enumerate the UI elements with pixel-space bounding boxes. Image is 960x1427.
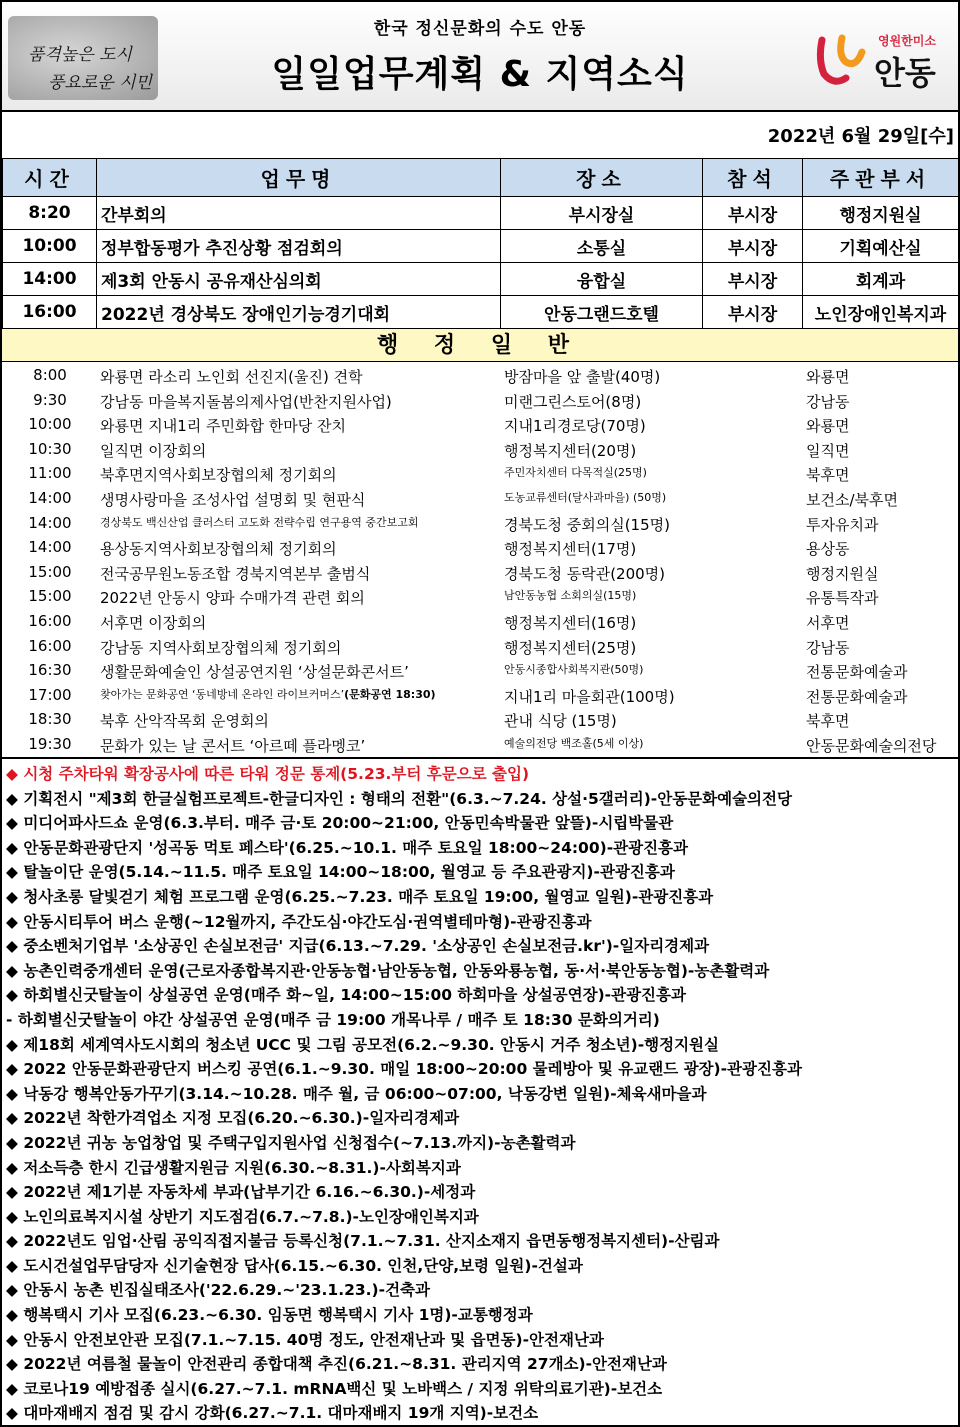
admin-place: 행정복지센터(20명) — [504, 441, 637, 460]
notice-item: - 하회별신굿탈놀이 야간 상설공연 운영(매주 금 19:00 개목나루 / 매주 토 18:30 문화의거리) — [6, 1010, 660, 1029]
admin-dept: 전통문화예술과 — [806, 687, 908, 706]
list-item — [2, 609, 958, 634]
admin-event: 전국공무원노동조합 경북지역본부 출범식 — [100, 564, 371, 583]
schedule-place: 소통실 — [501, 230, 703, 263]
admin-event: 북후 산악작목회 운영회의 — [100, 712, 269, 731]
list-item — [2, 634, 958, 659]
admin-time: 19:30 — [28, 734, 72, 753]
schedule-time: 16:00 — [3, 296, 97, 329]
list-item — [2, 707, 958, 732]
schedule-place: 융합실 — [501, 263, 703, 296]
notice-item: ◆ 안동시 안전보안관 모집(7.1.~7.15. 40명 정도, 안전재난과 및 읍면동)-안전재난과 — [6, 1330, 604, 1349]
col-header-attend: 참석 — [703, 159, 803, 197]
admin-event: 문화가 있는 날 콘서트 ‘아르떼 플라멩코’ — [100, 736, 366, 755]
list-item — [2, 732, 958, 757]
list-item — [2, 486, 958, 511]
notice-item: ◆ 2022 안동문화관광단지 버스킹 공연(6.1.~9.30. 매일 18:00~20:00 물레방아 및 유교랜드 광장)-관광진흥과 — [6, 1060, 802, 1079]
admin-event: 와룡면 라소리 노인회 선진지(울진) 견학 — [100, 368, 363, 386]
admin-place: 관내 식당 (15명) — [504, 712, 617, 731]
schedule-attend: 부시장 — [703, 197, 803, 230]
notice-item: ◆ 안동시티투어 버스 운행(~12월까지, 주간도심·야간도심·권역별테마형)-관광진흥과 — [6, 912, 592, 931]
schedule-row — [3, 263, 959, 296]
admin-time: 17:00 — [28, 685, 72, 704]
notice-item: ◆ 미디어파사드쇼 운영(6.3.부터. 매주 금·토 20:00~21:00, 안동민속박물관 앞뜰)-시립박물관 — [6, 814, 674, 833]
admin-event: 강남동 지역사회보장협의체 정기회의 — [100, 638, 342, 657]
admin-place: 주민자치센터 다목적실(25명) — [504, 466, 647, 480]
schedule-dept: 노인장애인복지과 — [803, 296, 959, 329]
list-item — [2, 584, 958, 609]
admin-place: 예술의전당 백조홀(5세 이상) — [504, 736, 644, 750]
schedule-attend: 부시장 — [703, 296, 803, 329]
document-date: 2022년 6월 29일[수] — [767, 126, 954, 147]
admin-event: 강남동 마을복지돌봄의제사업(반찬지원사업) — [100, 392, 392, 411]
admin-place: 경북도청 동락관(200명) — [504, 564, 666, 583]
admin-place: 행정복지센터(17명) — [504, 540, 637, 559]
schedule-dept: 기획예산실 — [803, 230, 959, 263]
header — [2, 2, 958, 112]
admin-event-extra: (문화공연 18:30) — [344, 687, 436, 701]
list-item — [2, 658, 958, 683]
notice-list — [2, 762, 958, 1426]
admin-list — [2, 363, 958, 759]
admin-event: 와룡면 지내1리 주민화합 한마당 잔치 — [100, 417, 346, 436]
admin-time: 16:30 — [28, 661, 72, 680]
notice-item: ◆ 안동시 농촌 빈집실태조사('22.6.29.~'23.1.23.)-건축과 — [6, 1281, 430, 1300]
admin-place: 지내1리경로당(70명) — [504, 417, 646, 436]
admin-place: 방잠마을 앞 출발(40명) — [504, 368, 661, 386]
schedule-attend: 부시장 — [703, 263, 803, 296]
schedule-attend: 부시장 — [703, 230, 803, 263]
list-item — [2, 560, 958, 585]
notice-item: ◆ 청사초롱 달빛걷기 체험 프로그램 운영(6.25.~7.23. 매주 토요일 19:00, 월영교 일원)-관광진흥과 — [6, 887, 714, 906]
admin-event: 서후면 이장회의 — [100, 613, 207, 632]
col-header-time: 시간 — [3, 159, 97, 197]
admin-time: 16:00 — [28, 611, 72, 630]
schedule-title: 2022년 경상북도 장애인기능경기대회 — [97, 296, 501, 329]
notice-item: ◆ 기획전시 "제3회 한글실험프로젝트-한글디자인 : 형태의 전환"(6.3.~7.24. 상설·5갤러리)-안동문화예술의전당 — [6, 789, 792, 808]
admin-time: 15:00 — [28, 562, 72, 581]
admin-dept: 투자유치과 — [806, 515, 879, 534]
schedule-dept: 행정지원실 — [803, 197, 959, 230]
notice-item: ◆ 노인의료복지시설 상반기 지도점검(6.7.~7.8.)-노인장애인복지과 — [6, 1207, 479, 1226]
admin-dept: 강남동 — [806, 392, 850, 411]
admin-time: 14:00 — [28, 488, 72, 507]
col-header-title: 업무명 — [97, 159, 501, 197]
notice-item: ◆ 시청 주차타워 확장공사에 따른 타워 정문 통제(5.23.부터 후문으로 출입) — [6, 765, 530, 783]
admin-time: 16:00 — [28, 636, 72, 655]
schedule-dept: 회계과 — [803, 263, 959, 296]
notice-item: ◆ 2022년 여름철 물놀이 안전관리 종합대책 추진(6.21.~8.31. 관리지역 27개소)-안전재난과 — [6, 1355, 667, 1374]
admin-time: 15:00 — [28, 587, 72, 606]
list-item — [2, 363, 958, 388]
list-item — [2, 511, 958, 536]
logo-city: 안동 — [874, 54, 936, 92]
slogan-line-2: 풍요로운 시민 — [48, 73, 152, 93]
notice-item: ◆ 행복택시 기사 모집(6.23.~6.30. 임동면 행복택시 기사 1명)-교통행정과 — [6, 1306, 533, 1325]
schedule-title: 정부합동평가 추진상황 점검회의 — [97, 230, 501, 263]
notice-item: ◆ 낙동강 행복안동가꾸기(3.14.~10.28. 매주 월, 금 06:00~07:00, 낙동강변 일원)-체육새마을과 — [6, 1084, 707, 1103]
admin-time: 14:00 — [28, 513, 72, 532]
admin-dept: 북후면 — [806, 712, 850, 731]
admin-event: 생활문화예술인 상설공연지원 ‘상설문화콘서트’ — [100, 663, 409, 682]
notice-item: ◆ 중소벤처기업부 '소상공인 손실보전금' 지급(6.13.~7.29. '소상공인 손실보전금.kr')-일자리경제과 — [6, 937, 710, 956]
logo-tagline: 영원한미소 — [878, 34, 936, 48]
col-header-dept: 주관부서 — [803, 159, 959, 197]
admin-place: 미랜그린스토어(8명) — [504, 392, 642, 411]
list-item — [2, 535, 958, 560]
notice-item: ◆ 2022년도 임업·산림 공익직접지불금 등록신청(7.1.~7.31. 산지소재지 읍면동행정복지센터)-산림과 — [6, 1232, 720, 1251]
admin-event: 생명사랑마을 조성사업 설명회 및 현판식 — [100, 490, 366, 509]
admin-dept: 용상동 — [806, 540, 850, 559]
notice-item: ◆ 하회별신굿탈놀이 상설공연 운영(매주 화~일, 14:00~15:00 하회마을 상설공연장)-관광진흥과 — [6, 986, 686, 1005]
schedule-time: 8:20 — [3, 197, 97, 230]
schedule-header-row — [3, 159, 959, 197]
admin-time: 18:30 — [28, 710, 72, 729]
admin-event: 경상북도 백신산업 클러스터 고도화 전략수립 연구용역 중간보고회 — [100, 515, 419, 529]
admin-place: 지내1리 마을회관(100명) — [504, 687, 675, 706]
schedule-place: 부시장실 — [501, 197, 703, 230]
list-item — [2, 683, 958, 708]
header-subtitle: 한국 정신문화의 수도 안동 — [373, 19, 587, 39]
notice-item: ◆ 안동문화관광단지 '성곡동 먹토 페스타'(6.25.~10.1. 매주 토요일 18:00~24:00)-관광진흥과 — [6, 838, 688, 857]
admin-place: 도농교류센터(달사과마을) (50명) — [504, 490, 667, 504]
admin-dept: 유통특작과 — [806, 589, 879, 608]
admin-dept: 보건소/북후면 — [806, 490, 898, 509]
smile-logo-icon — [812, 30, 868, 86]
list-item — [2, 412, 958, 437]
notice-item: ◆ 2022년 귀농 농업창업 및 주택구입지원사업 신청접수(~7.13.까지)-농촌활력과 — [6, 1133, 576, 1152]
schedule-place: 안동그랜드호텔 — [501, 296, 703, 329]
notice-item: ◆ 저소득층 한시 긴급생활지원금 지원(6.30.~8.31.)-사회복지과 — [6, 1158, 461, 1177]
admin-place: 행정복지센터(25명) — [504, 638, 637, 657]
admin-dept: 서후면 — [806, 613, 850, 632]
admin-dept: 북후면 — [806, 466, 850, 485]
admin-time: 10:30 — [28, 439, 72, 458]
admin-dept: 와룡면 — [806, 368, 850, 386]
admin-event: 2022년 안동시 양파 수매가격 관련 회의 — [100, 589, 365, 608]
admin-dept: 와룡면 — [806, 417, 850, 436]
admin-time: 9:30 — [33, 390, 67, 409]
notice-item: ◆ 농촌인력중개센터 운영(근로자종합복지관·안동농협·남안동농협, 안동와룡농협, 동·서·북안동농협)-농촌활력과 — [6, 961, 770, 980]
page-title: 일일업무계획 & 지역소식 — [271, 54, 689, 95]
admin-dept: 안동문화예술의전당 — [806, 736, 937, 755]
notice-item: ◆ 코로나19 예방접종 실시(6.27.~7.1. mRNA백신 및 노바백스 / 지정 위탁의료기관)-보건소 — [6, 1379, 663, 1398]
admin-dept: 일직면 — [806, 441, 850, 460]
admin-section-title: 행 정 일 반 — [2, 328, 958, 362]
admin-event: 북후면지역사회보장협의체 정기회의 — [100, 466, 337, 485]
admin-dept: 전통문화예술과 — [806, 663, 908, 682]
schedule-row — [3, 296, 959, 329]
schedule-row — [3, 230, 959, 263]
admin-place: 안동시종합사회복지관(50명) — [504, 663, 644, 677]
schedule-time: 10:00 — [3, 230, 97, 263]
andong-logo — [808, 22, 958, 94]
notice-item: ◆ 탈놀이단 운영(5.14.~11.5. 매주 토요일 14:00~18:00, 월영교 등 주요관광지)-관광진흥과 — [6, 863, 675, 882]
admin-event-main: 찾아가는 문화공연 ‘동네방네 온라인 라이브커머스’ — [100, 687, 345, 701]
admin-dept: 행정지원실 — [806, 564, 879, 583]
admin-time: 11:00 — [28, 464, 72, 483]
schedule-row — [3, 197, 959, 230]
list-item — [2, 437, 958, 462]
admin-time: 10:00 — [28, 415, 72, 434]
admin-event: 일직면 이장회의 — [100, 441, 207, 460]
admin-event: 용상동지역사회보장협의체 정기회의 — [100, 540, 337, 559]
notice-item: ◆ 제18회 세계역사도시회의 청소년 UCC 및 그림 공모전(6.2.~9.30. 안동시 거주 청소년)-행정지원실 — [6, 1035, 719, 1054]
admin-time: 14:00 — [28, 538, 72, 557]
admin-event — [100, 686, 436, 702]
slogan-line-1: 품격높은 도시 — [28, 45, 132, 65]
notice-item: ◆ 도시건설업무담당자 신기술현장 답사(6.15.~6.30. 인천,단양,보령 일원)-건설과 — [6, 1256, 583, 1275]
admin-time: 8:00 — [33, 366, 67, 384]
schedule-title: 제3회 안동시 공유재산심의회 — [97, 263, 501, 296]
admin-dept: 강남동 — [806, 638, 850, 657]
list-item — [2, 461, 958, 486]
schedule-time: 14:00 — [3, 263, 97, 296]
notice-item: ◆ 대마재배지 점검 및 감시 강화(6.27.~7.1. 대마재배지 19개 지역)-보건소 — [6, 1404, 539, 1423]
admin-place: 경북도청 중회의실(15명) — [504, 515, 670, 534]
notice-item: ◆ 2022년 착한가격업소 지정 모집(6.20.~6.30.)-일자리경제과 — [6, 1109, 460, 1128]
admin-place: 행정복지센터(16명) — [504, 613, 637, 632]
list-item — [2, 388, 958, 413]
col-header-place: 장소 — [501, 159, 703, 197]
schedule-title: 간부회의 — [97, 197, 501, 230]
notice-item: ◆ 2022년 제1기분 자동차세 부과(납부기간 6.16.~6.30.)-세정과 — [6, 1183, 476, 1202]
admin-place: 남안동농협 소회의실(15명) — [504, 589, 637, 603]
schedule-table — [2, 158, 959, 329]
